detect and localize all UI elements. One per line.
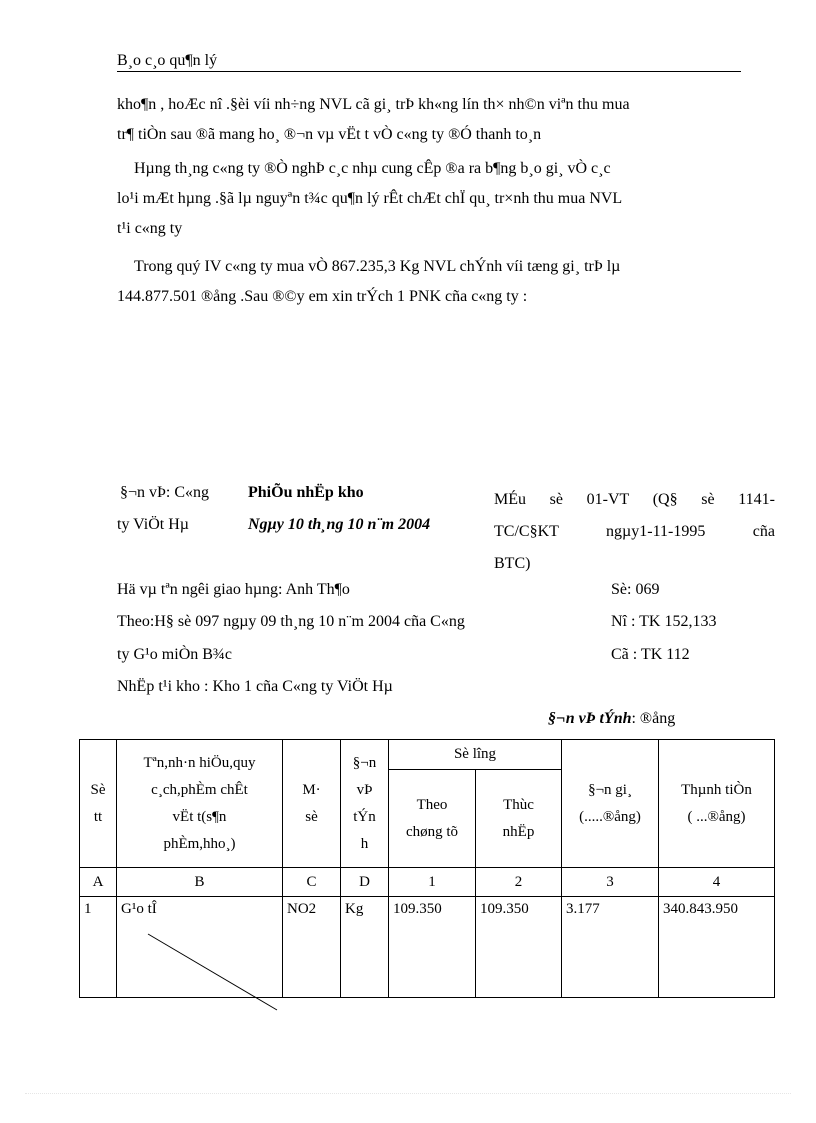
text-line: BTC) xyxy=(494,555,531,572)
text-line: tr¶ tiÒn sau ®ã mang ho¸ ®¬n vµ vËt t vÒ c«ng ty ®Ó thanh to¸n xyxy=(117,126,542,143)
form-title: PhiÕu nhËp kho xyxy=(248,484,364,501)
debit-account: Nî : TK 152,133 xyxy=(611,613,717,630)
currency-unit-label: §¬n vÞ tÝnh xyxy=(548,710,632,727)
strike-line xyxy=(148,934,277,1010)
index-cell: A xyxy=(80,868,117,897)
form-date: Ngµy 10 th¸ng 10 n¨m 2004 xyxy=(248,516,431,533)
header-amount: Thµnh tiÒn ( ...®ång) xyxy=(659,740,775,868)
unit-label-line-1: §¬n vÞ: C«ng xyxy=(120,484,210,501)
header-unit-price: §¬n gi¸ (.....®ång) xyxy=(562,740,659,868)
voucher-number: Sè: 069 xyxy=(611,581,660,598)
text-line: TC/C§KT ngµy1-11-1995 cña xyxy=(494,523,775,540)
index-cell: C xyxy=(283,868,341,897)
header-unit: §¬n vÞ tÝn h xyxy=(341,740,389,868)
header-item-name: Tªn,nh·n hiÖu,quy c¸ch,phÈm chÊt vËt t(s¶n phÈm,hho¸) xyxy=(117,740,283,868)
text-line: kho¶n , hoÆc nî .§èi víi nh÷ng NVL cã gi¸ trÞ kh«ng lín th× nh©n viªn thu mua xyxy=(117,96,630,113)
cell-qty-actual: 109.350 xyxy=(476,897,562,998)
cell-unit: Kg xyxy=(341,897,389,998)
cell-unit-price: 3.177 xyxy=(562,897,659,998)
cell-amount: 340.843.950 xyxy=(659,897,775,998)
report-header-title: B¸o c¸o qu¶n lý xyxy=(117,52,218,69)
currency-unit-value: : ®ång xyxy=(631,710,676,727)
unit-label-line-2: ty ViÖt Hµ xyxy=(117,516,189,533)
credit-account: Cã : TK 112 xyxy=(611,646,690,663)
header-qty-doc: Theo chøng tõ xyxy=(389,770,476,868)
text-line: Trong quý IV c«ng ty mua vÒ 867.235,3 Kg NVL chÝnh víi tæng gi¸ trÞ lµ xyxy=(134,258,621,275)
cell-qty-doc: 109.350 xyxy=(389,897,476,998)
basis-line-2: ty G¹o miÒn B¾c xyxy=(117,646,233,663)
index-cell: 4 xyxy=(659,868,775,897)
header-quantity: Sè lîng xyxy=(389,740,562,770)
warehouse-line: NhËp t¹i kho : Kho 1 cña C«ng ty ViÖt Hµ xyxy=(117,678,393,695)
text-line: Hµng th¸ng c«ng ty ®Ò nghÞ c¸c nhµ cung cÊp ®a ra b¶ng b¸o gi¸ vÒ c¸c xyxy=(134,160,611,177)
header-code: M· sè xyxy=(283,740,341,868)
header-qty-actual: Thùc nhËp xyxy=(476,770,562,868)
header-stt: Sè tt xyxy=(80,740,117,868)
page-bottom-rule xyxy=(25,1093,791,1094)
text-line: t¹i c«ng ty xyxy=(117,220,183,237)
deliverer-line: Hä vµ tªn ngêi giao hµng: Anh Th¶o xyxy=(117,581,350,598)
basis-line-1: Theo:H§ sè 097 ngµy 09 th¸ng 10 n¨m 2004 cña C«ng xyxy=(117,613,465,630)
index-cell: 3 xyxy=(562,868,659,897)
cell-code: NO2 xyxy=(283,897,341,998)
cell-stt: 1 xyxy=(80,897,117,998)
cell-item-name: G¹o tÎ xyxy=(117,897,283,998)
text-line: 144.877.501 ®ång .Sau ®©y em xin trÝch 1 PNK cña c«ng ty : xyxy=(117,288,528,305)
index-cell: B xyxy=(117,868,283,897)
index-cell: 1 xyxy=(389,868,476,897)
text-line: lo¹i mÆt hµng .§ã lµ nguyªn t¾c qu¶n lý rÊt chÆt chÏ qu¸ tr×nh thu mua NVL xyxy=(117,190,623,207)
text-line: MÉu sè 01-VT (Q§ sè 1141- xyxy=(494,491,775,508)
index-cell: 2 xyxy=(476,868,562,897)
index-cell: D xyxy=(341,868,389,897)
